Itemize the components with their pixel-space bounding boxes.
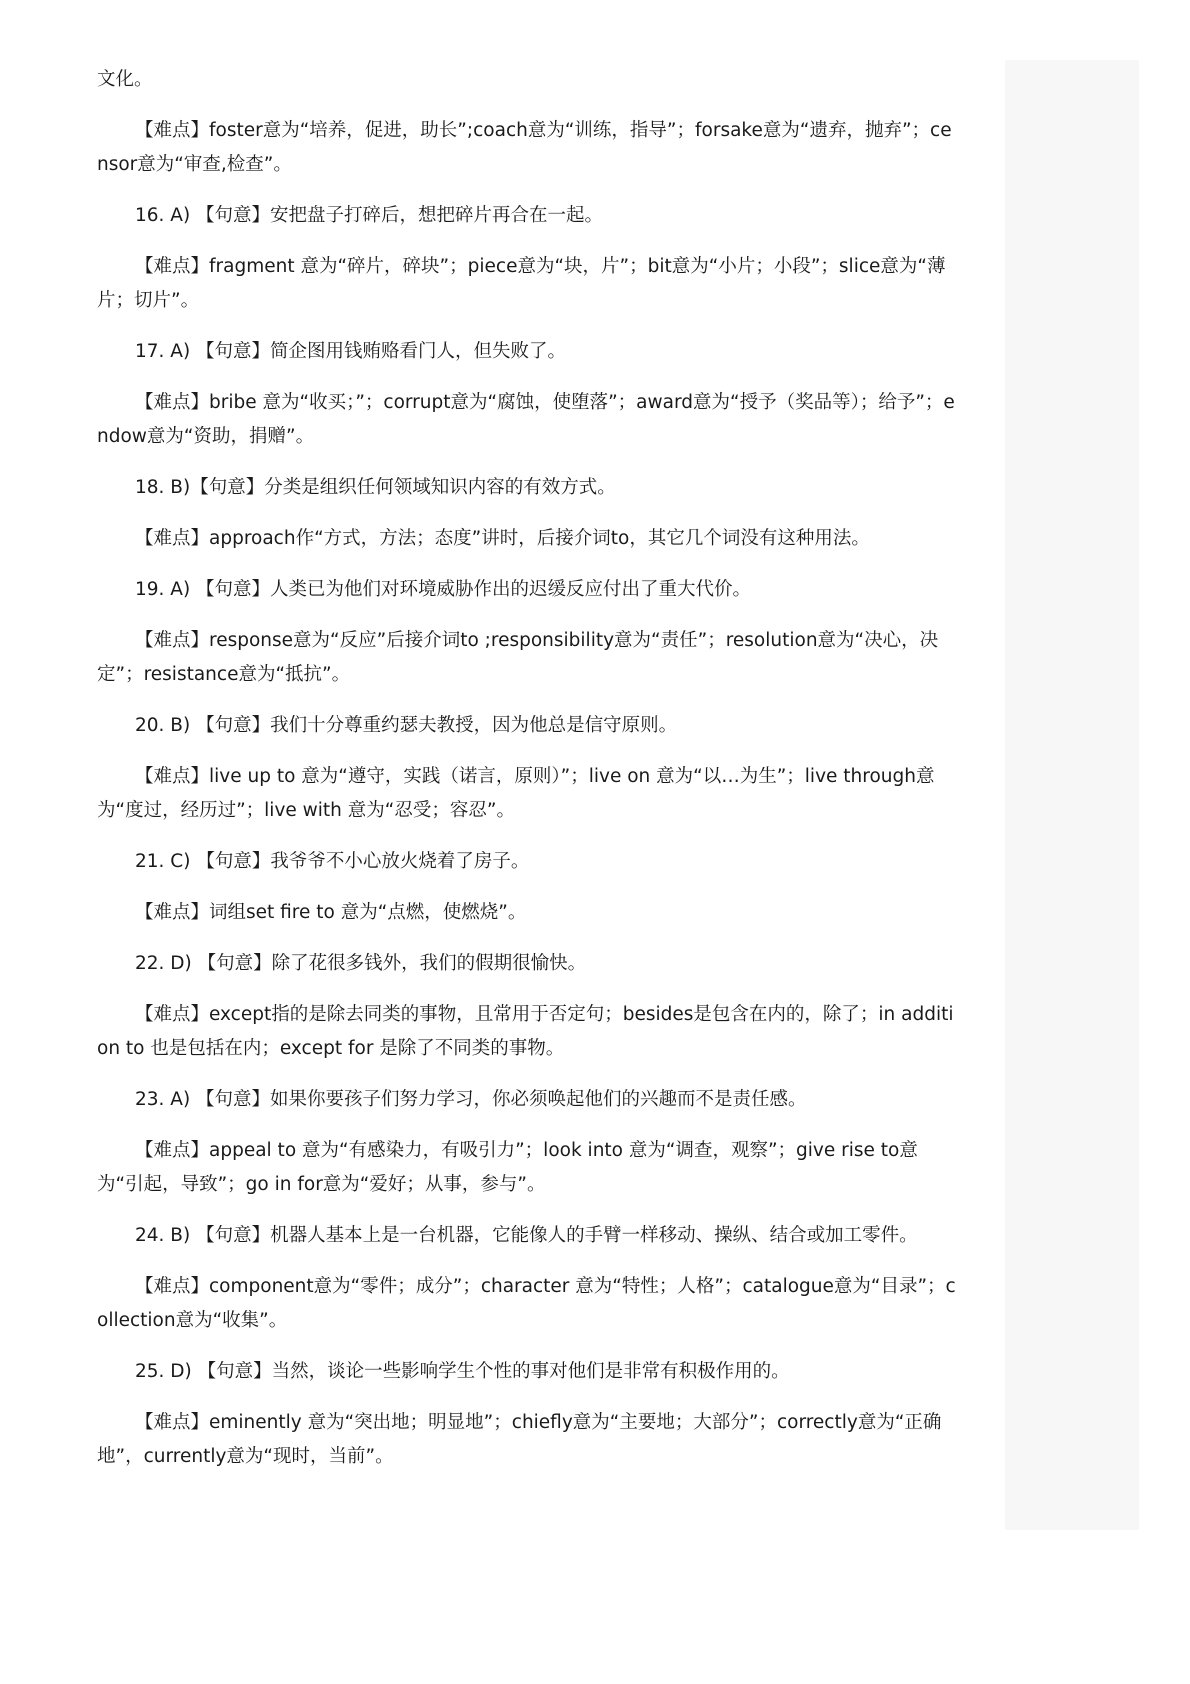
answer-19: 19. A) 【句意】人类已为他们对环境威胁作出的迟缓反应付出了重大代价。 bbox=[135, 579, 752, 600]
difficulty-note: 【难点】bribe 意为“收买；”；corrupt意为“腐蚀，使堕落”；award意为“授予（奖品等）；给予”；endow意为“资助，捐赠”。 bbox=[97, 392, 955, 447]
answer-16: 16. A) 【句意】安把盘子打碎后，想把碎片再合在一起。 bbox=[135, 205, 604, 226]
difficulty-note: 【难点】live up to 意为“遵守，实践（诺言，原则）”；live on 意为“以…为生”；live through意为“度过，经历过”；live with 意为“忍受；容忍”。 bbox=[97, 766, 935, 821]
answer-18: 18. B)【句意】分类是组织任何领域知识内容的有效方式。 bbox=[135, 477, 616, 498]
document-body bbox=[97, 63, 962, 1474]
side-panel bbox=[1005, 60, 1139, 1530]
difficulty-note: 【难点】appeal to 意为“有感染力，有吸引力”；look into 意为“调查，观察”；give rise to意为“引起，导致”；go in for意为“爱好；从事，参与”。 bbox=[97, 1140, 918, 1195]
answer-21: 21. C) 【句意】我爷爷不小心放火烧着了房子。 bbox=[135, 851, 530, 872]
difficulty-note: 【难点】except指的是除去同类的事物，且常用于否定句；besides是包含在内的，除了；in addition to 也是包括在内；except for 是除了不同类的事物。 bbox=[97, 1004, 954, 1059]
answer-25: 25. D) 【句意】当然，谈论一些影响学生个性的事对他们是非常有积极作用的。 bbox=[135, 1361, 790, 1382]
difficulty-note: 【难点】response意为“反应”后接介词to ;responsibility意为“责任”；resolution意为“决心，决定”；resistance意为“抵抗”。 bbox=[97, 630, 939, 685]
answer-22: 22. D) 【句意】除了花很多钱外，我们的假期很愉快。 bbox=[135, 953, 587, 974]
answer-17: 17. A) 【句意】简企图用钱贿赂看门人，但失败了。 bbox=[135, 341, 567, 362]
difficulty-note: 【难点】fragment 意为“碎片，碎块”；piece意为“块，片”；bit意为“小片；小段”；slice意为“薄片；切片”。 bbox=[97, 256, 946, 311]
answer-23: 23. A) 【句意】如果你要孩子们努力学习，你必须唤起他们的兴趣而不是责任感。 bbox=[135, 1089, 807, 1110]
difficulty-note: 【难点】eminently 意为“突出地；明显地”；chiefly意为“主要地；大部分”；correctly意为“正确地”，currently意为“现时，当前”。 bbox=[97, 1412, 942, 1467]
difficulty-note: 【难点】component意为“零件；成分”；character 意为“特性；人格”；catalogue意为“目录”；collection意为“收集”。 bbox=[97, 1276, 956, 1331]
answer-24: 24. B) 【句意】机器人基本上是一台机器，它能像人的手臂一样移动、操纵、结合或加工零件。 bbox=[135, 1225, 918, 1246]
difficulty-note: 【难点】词组set fire to 意为“点燃，使燃烧”。 bbox=[135, 902, 527, 923]
difficulty-note: 【难点】foster意为“培养，促进，助长”;coach意为“训练，指导”；forsake意为“遗弃，抛弃”；censor意为“审查,检查”。 bbox=[97, 120, 952, 175]
difficulty-note: 【难点】approach作“方式，方法；态度”讲时，后接介词to，其它几个词没有这种用法。 bbox=[135, 528, 870, 549]
answer-20: 20. B) 【句意】我们十分尊重约瑟夫教授，因为他总是信守原则。 bbox=[135, 715, 678, 736]
paragraph-continuation: 文化。 bbox=[97, 69, 153, 90]
